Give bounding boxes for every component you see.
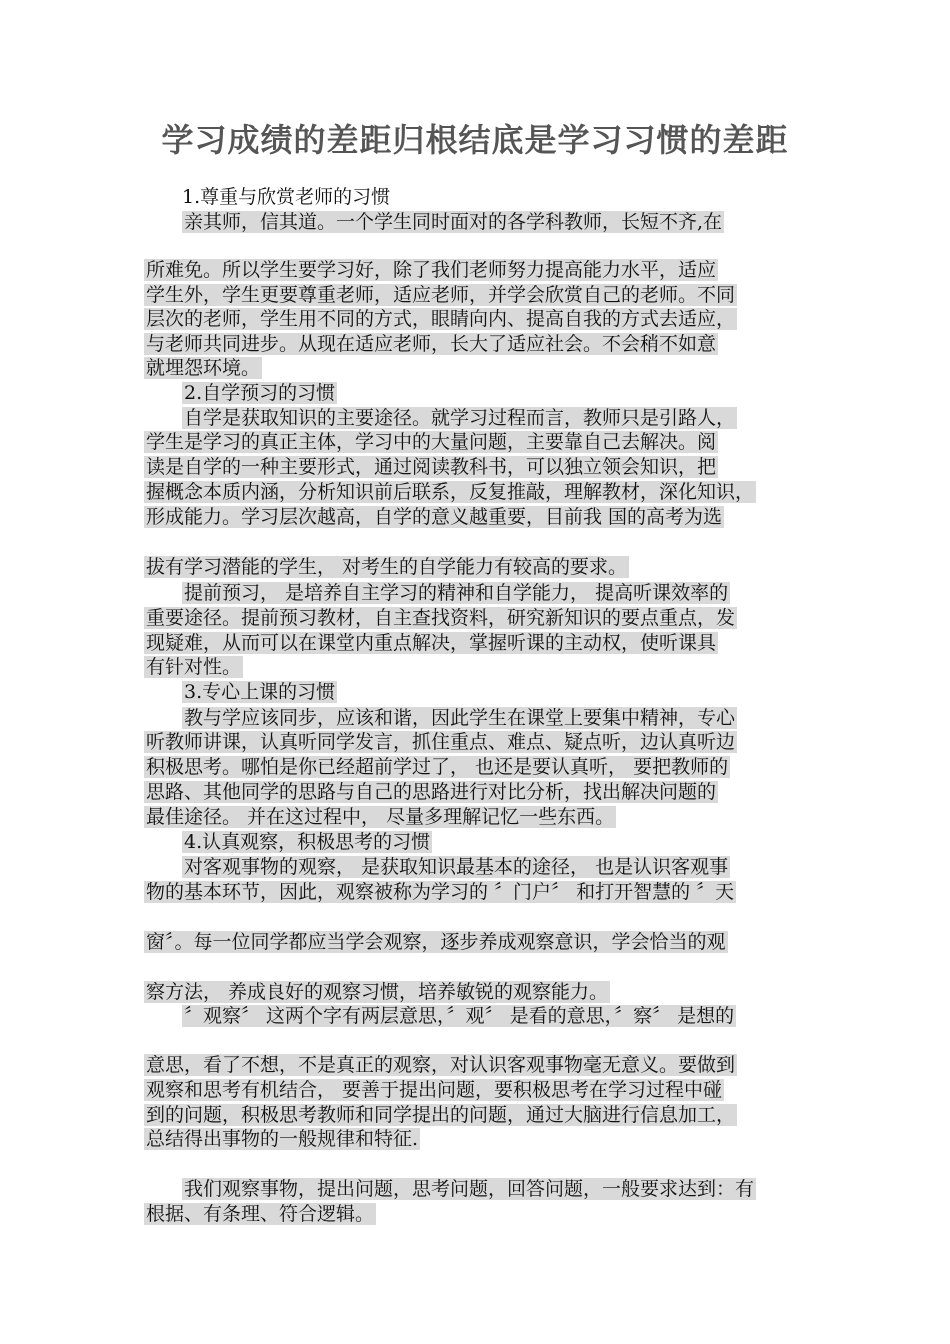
text-line — [144, 1127, 420, 1152]
text-line — [144, 455, 718, 480]
text-line — [144, 606, 737, 631]
text-line-content: 4.认真观察，积极思考的习惯 — [184, 831, 431, 853]
text-line — [144, 307, 737, 332]
text-line — [182, 210, 724, 235]
text-line — [144, 480, 756, 505]
text-line-content: 积极思考。哪怕是你已经超前学过了， 也还是要认真听， 要把教师的 — [146, 756, 729, 778]
text-line-content: 总结得出事物的一般规律和特征. — [146, 1128, 419, 1150]
text-line — [144, 258, 718, 283]
text-line — [144, 555, 629, 580]
text-line — [144, 805, 616, 830]
document-title: 学习成绩的差距归根结底是学习习惯的差距 — [161, 121, 789, 159]
text-line-content: 所难免。所以学生要学习好，除了我们老师努力提高能力水平，适应 — [146, 259, 717, 281]
text-line-content: 现疑难，从而可以在课堂内重点解决，掌握听课的主动权，使听课具 — [146, 632, 717, 654]
text-line-content: 握概念本质内涵，分析知识前后联系，反复推敲，理解教材，深化知识， — [146, 481, 755, 503]
text-line-content: 3.专心上课的习惯 — [184, 681, 336, 703]
text-line — [182, 185, 390, 210]
text-line — [182, 680, 337, 705]
text-line — [144, 930, 728, 955]
text-line — [144, 430, 718, 455]
text-line — [144, 980, 610, 1005]
text-line — [182, 706, 737, 731]
text-line-content: 思路、其他同学的思路与自己的思路进行对比分析，找出解决问题的 — [146, 781, 717, 803]
text-line — [144, 655, 243, 680]
text-line-content: 〞观察〞 这两个字有两层意思，〞观〞 是看的意思，〞察〞 是想的 — [184, 1005, 735, 1027]
text-line-content: 窗〞。每一位同学都应当学会观察，逐步养成观察意识，学会恰当的观 — [146, 931, 726, 953]
text-line-content: 重要途径。提前预习教材，自主查找资料，研究新知识的要点重点，发 — [146, 607, 736, 629]
text-line-content: 我们观察事物，提出问题，思考问题，回答问题，一般要求达到：有 — [184, 1178, 755, 1200]
text-line — [182, 830, 432, 855]
text-line-content: 听教师讲课，认真听同学发言，抓住重点、难点、疑点听，边认真听边 — [146, 731, 736, 753]
text-line-content: 意思，看了不想，不是真正的观察，对认识客观事物毫无意义。要做到 — [146, 1054, 736, 1076]
text-line — [182, 1177, 756, 1202]
text-line — [144, 505, 724, 530]
text-line-content: 到的问题，积极思考教师和同学提出的问题，通过大脑进行信息加工， — [146, 1104, 736, 1126]
text-line-content: 自学是获取知识的主要途径。就学习过程而言，教师只是引路人， — [184, 407, 736, 429]
text-line — [144, 631, 718, 656]
text-line — [182, 406, 737, 431]
text-line — [182, 855, 730, 880]
text-line — [144, 1053, 737, 1078]
text-line-content: 物的基本环节，因此，观察被称为学习的 〞门户〞 和打开智慧的 〞天 — [146, 881, 735, 903]
text-line — [144, 780, 718, 805]
text-line — [144, 755, 730, 780]
text-line — [144, 332, 718, 357]
text-line-content: 2.自学预习的习惯 — [184, 382, 336, 404]
text-line-content: 提前预习， 是培养自主学习的精神和自学能力， 提高听课效率的 — [184, 582, 729, 604]
text-line-content: 亲其师，信其道。一个学生同时面对的各学科教师，长短不齐,在 — [184, 211, 723, 233]
text-line — [144, 1103, 737, 1128]
text-line — [144, 1202, 376, 1227]
text-line-content: 观察和思考有机结合， 要善于提出问题，要积极思考在学习过程中碰 — [146, 1079, 723, 1101]
text-line-content: 与老师共同进步。从现在适应老师，长大了适应社会。不会稍不如意 — [146, 333, 717, 355]
text-line-content: 1.尊重与欣赏老师的习惯 — [182, 186, 391, 208]
text-line-content: 学生是学习的真正主体，学习中的大量问题，主要靠自己去解决。阅 — [146, 431, 717, 453]
text-line-content: 有针对性。 — [146, 656, 242, 678]
text-line — [182, 581, 730, 606]
text-line-content: 根据、有条理、符合逻辑。 — [146, 1203, 375, 1225]
text-line-content: 拔有学习潜能的学生， 对考生的自学能力有较高的要求。 — [146, 556, 628, 578]
text-line — [144, 880, 736, 905]
text-line — [144, 356, 262, 381]
text-line — [144, 283, 737, 308]
text-line-content: 学生外，学生更要尊重老师，适应老师，并学会欣赏自己的老师。不同 — [146, 284, 736, 306]
text-line-content: 最佳途径。 并在这过程中， 尽量多理解记忆一些东西。 — [146, 806, 615, 828]
text-line-content: 对客观事物的观察， 是获取知识最基本的途径， 也是认识客观事 — [184, 856, 729, 878]
text-line-content: 形成能力。学习层次越高，自学的意义越重要，目前我 国的高考为选 — [146, 506, 723, 528]
text-line — [182, 1004, 736, 1029]
text-line — [182, 381, 337, 406]
text-line-content: 察方法， 养成良好的观察习惯，培养敏锐的观察能力。 — [146, 981, 609, 1003]
text-line-content: 层次的老师，学生用不同的方式，眼睛向内、提高自我的方式去适应， — [146, 308, 736, 330]
text-line-content: 读是自学的一种主要形式，通过阅读教科书，可以独立领会知识，把 — [146, 456, 717, 478]
text-line — [144, 1078, 724, 1103]
text-line — [144, 730, 737, 755]
text-line-content: 就埋怨环境。 — [146, 357, 261, 379]
text-line-content: 教与学应该同步，应该和谐，因此学生在课堂上要集中精神，专心 — [184, 707, 736, 729]
